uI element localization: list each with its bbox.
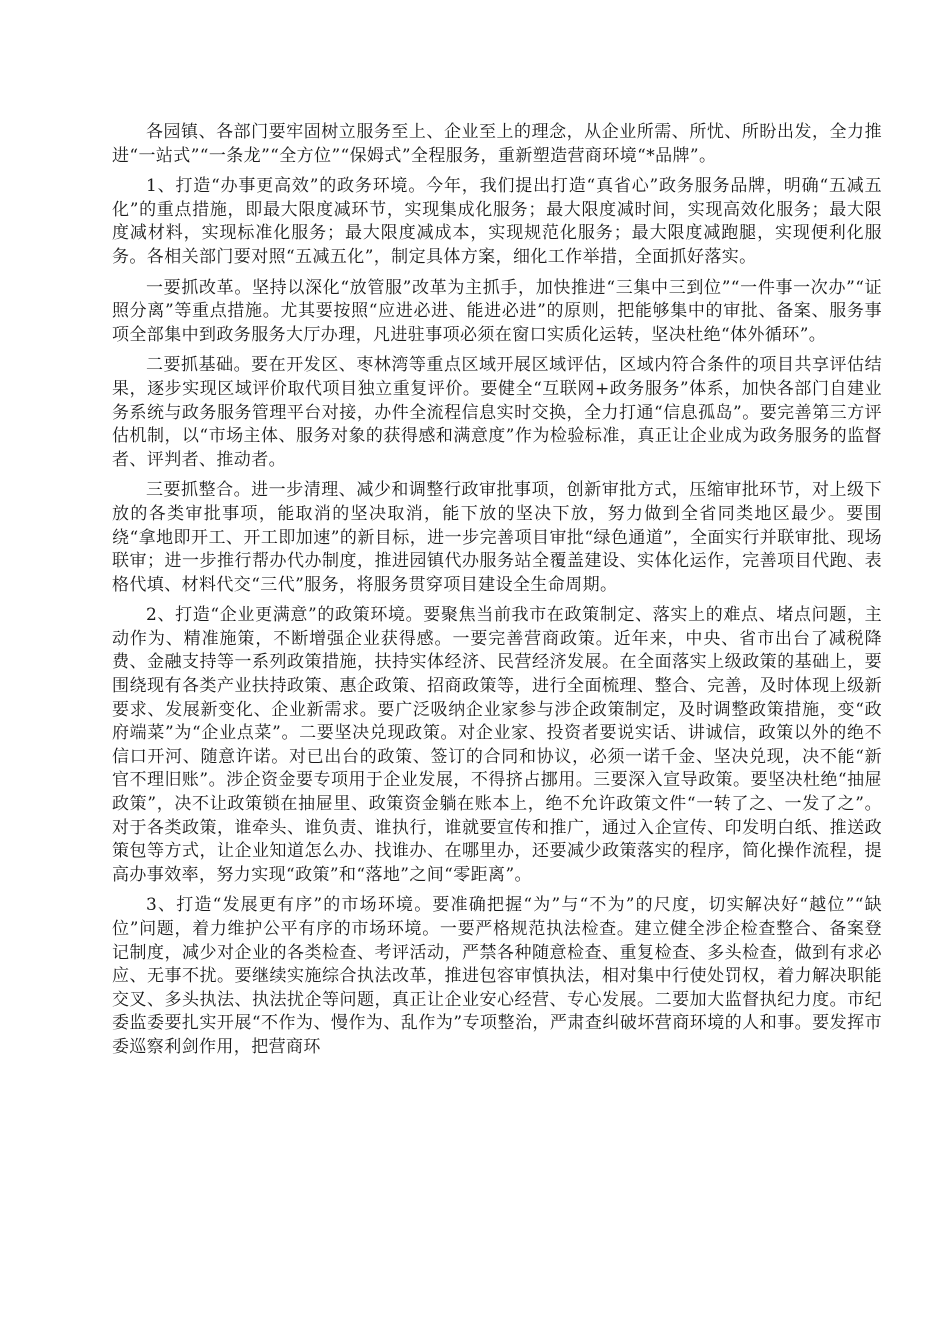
paragraph-reform: 一要抓改革。坚持以深化“放管服”改革为主抓手，加快推进“三集中三到位”“一件事一次办”“证照分离”等重点措施。尤其要按照“应进必进、能进必进”的原则，把能够集中的审批、备案、服务事项全部集中到政务服务大厅办理，凡进驻事项必须在窗口实质化运转，坚决杜绝“体外循环”。 xyxy=(112,277,882,345)
paragraph-foundation: 二要抓基础。要在开发区、枣林湾等重点区域开展区域评估，区域内符合条件的项目共享评估结果，逐步实现区域评价取代项目独立重复评价。要健全“互联网+政务服务”体系，加快各部门自建业务系统与政务服务管理平台对接，办件全流程信息实时交换，全力打通“信息孤岛”。要完善第三方评估机制，以“市场主体、服务对象的获得感和满意度”作为检验标准，真正让企业成为政务服务的监督者、评判者、推动者。 xyxy=(112,355,882,470)
paragraph-market-environment: 3、打造“发展更有序”的市场环境。要准确把握“为”与“不为”的尺度，切实解决好“越位”“缺位”问题，着力维护公平有序的市场环境。一要严格规范执法检查。建立健全涉企检查整合、备案登记制度，减少对企业的各类检查、考评活动，严禁各种随意检查、重复检查、多头检查，做到有求必应、无事不扰。要继续实施综合执法改革，推进包容审慎执法，相对集中行使处罚权，着力解决职能交叉、多头执法、执法扰企等问题，真正让企业安心经营、专心发展。二要加大监督执纪力度。市纪委监委要扎实开展“不作为、慢作为、乱作为”专项整治，严肃查纠破坏营商环境的人和事。要发挥市委巡察利剑作用，把营商环 xyxy=(112,895,882,1057)
paragraph-government-environment: 1、打造“办事更高效”的政务环境。今年，我们提出打造“真省心”政务服务品牌，明确“五减五化”的重点措施，即最大限度减环节，实现集成化服务；最大限度减时间，实现高效化服务；最大限度减材料，实现标准化服务；最大限度减成本，实现规范化服务；最大限度减跑腿，实现便利化服务。各相关部门要对照“五减五化”，制定具体方案，细化工作举措，全面抓好落实。 xyxy=(112,176,882,267)
document-body xyxy=(112,121,882,1067)
paragraph-intro: 各园镇、各部门要牢固树立服务至上、企业至上的理念，从企业所需、所忧、所盼出发，全力推进“一站式”“一条龙”“全方位”“保姆式”全程服务，重新塑造营商环境“*品牌”。 xyxy=(112,122,882,166)
paragraph-integration: 三要抓整合。进一步清理、减少和调整行政审批事项，创新审批方式，压缩审批环节，对上级下放的各类审批事项，能取消的坚决取消，能下放的坚决下放，努力做到全省同类地区最少。要围绕“拿地即开工、开工即加速”的新目标，进一步完善项目审批“绿色通道”，全面实行并联审批、现场联审；进一步推行帮办代办制度，推进园镇代办服务站全覆盖建设、实体化运作，完善项目代跑、表格代填、材料代交“三代”服务，将服务贯穿项目建设全生命周期。 xyxy=(112,480,882,595)
paragraph-policy-environment: 2、打造“企业更满意”的政策环境。要聚焦当前我市在政策制定、落实上的难点、堵点问题，主动作为、精准施策，不断增强企业获得感。一要完善营商政策。近年来，中央、省市出台了减税降费、金融支持等一系列政策措施，扶持实体经济、民营经济发展。在全面落实上级政策的基础上，要围绕现有各类产业扶持政策、惠企政策、招商政策等，进行全面梳理、整合、完善，及时体现上级新要求、发展新变化、企业新需求。要广泛吸纳企业家参与涉企政策制定，及时调整政策措施，变“政府端菜”为“企业点菜”。二要坚决兑现政策。对企业家、投资者要说实话、讲诚信，政策以外的绝不信口开河、随意许诺。对已出台的政策、签订的合同和协议，必须一诺千金、坚决兑现，决不能“新官不理旧账”。涉企资金要专项用于企业发展，不得挤占挪用。三要深入宣导政策。要坚决杜绝“抽屉政策”，决不让政策锁在抽屉里、政策资金躺在账本上，绝不允许政策文件“一转了之、一发了之”。对于各类政策，谁牵头、谁负责、谁执行，谁就要宣传和推广，通过入企宣传、印发明白纸、推送政策包等方式，让企业知道怎么办、找谁办、在哪里办，还要减少政策落实的程序，简化操作流程，提高办事效率，努力实现“政策”和“落地”之间“零距离”。 xyxy=(112,605,882,885)
